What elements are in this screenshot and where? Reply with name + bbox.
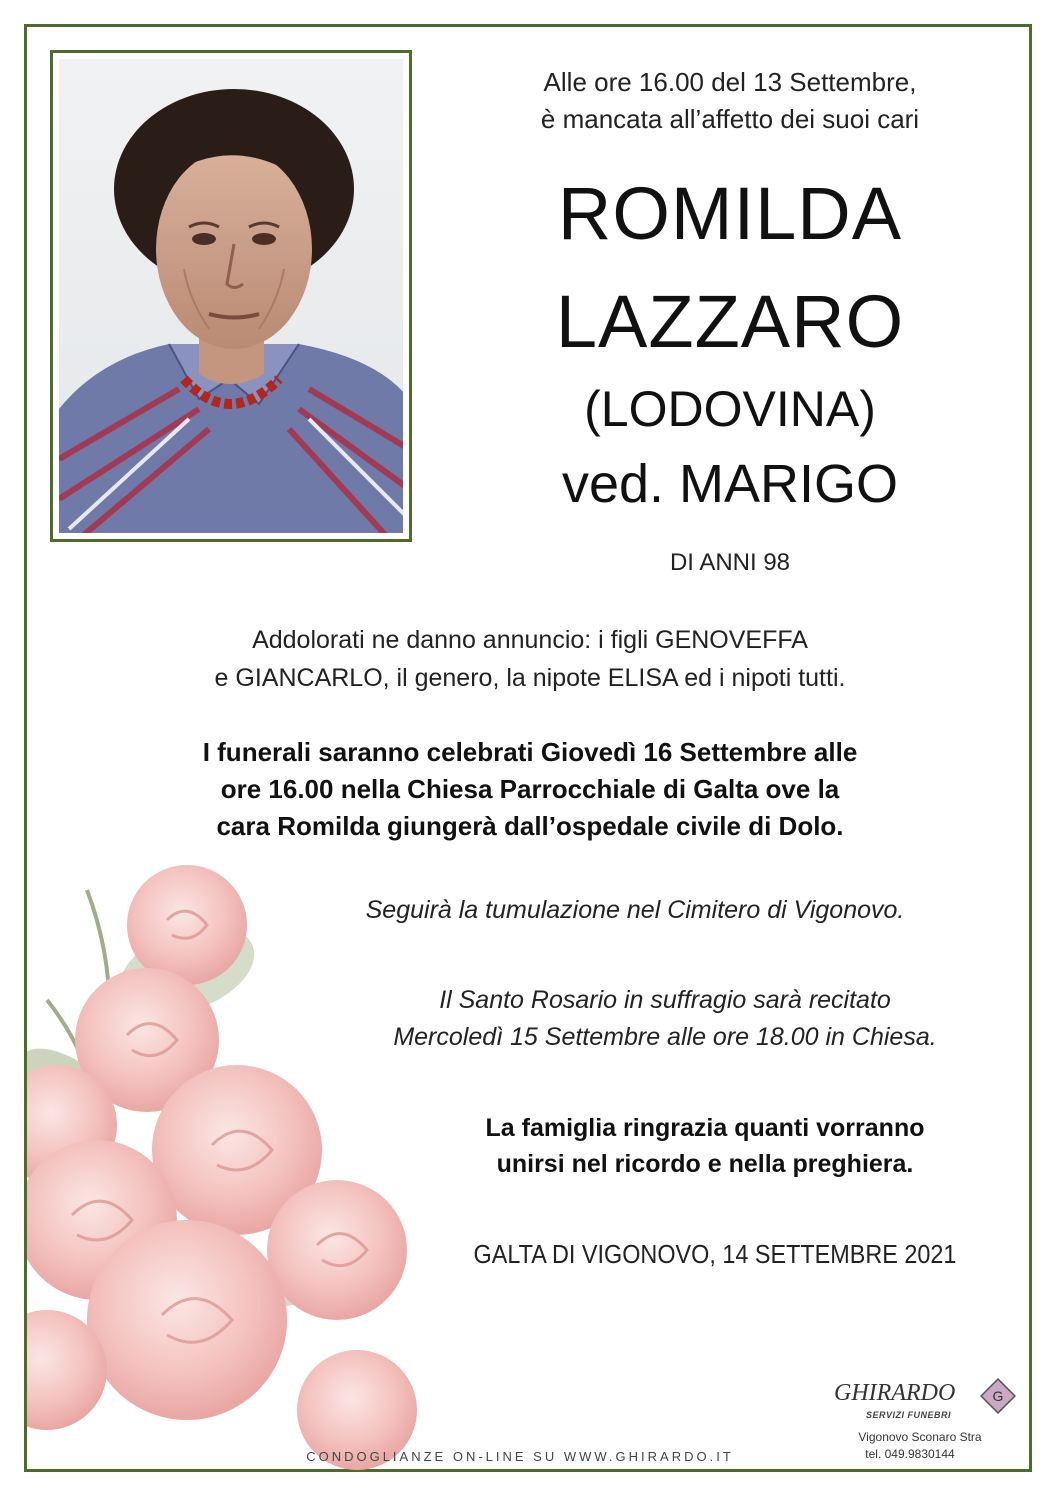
deceased-last-name: LAZZARO: [555, 280, 905, 363]
pink-roses-illustration: [27, 850, 427, 1470]
intro-line-1: Alle ore 16.00 del 13 Settembre,: [543, 67, 917, 97]
logo-locations: Vigonovo Sconaro Stra: [858, 1430, 982, 1444]
funeral-details: [110, 734, 950, 845]
diamond-logo-mark-icon: [980, 1378, 1016, 1414]
funeral-line-2: ore 16.00 nella Chiesa Parrocchiale di Galta ove la: [220, 774, 840, 804]
deceased-nickname: (LODOVINA): [584, 381, 876, 437]
deceased-first-name: ROMILDA: [557, 172, 903, 255]
rosary-info: [310, 982, 1020, 1056]
funeral-line-3: cara Romilda giungerà dall’ospedale civile di Dolo.: [216, 811, 844, 841]
announcement: [130, 621, 930, 697]
portrait-illustration: [59, 59, 403, 533]
intro-line-2: è mancata all’affetto dei suoi cari: [540, 104, 920, 134]
portrait-photo: [59, 59, 403, 533]
logo-phone: tel. 049.9830144: [865, 1447, 955, 1461]
thanks-line-2: unirsi nel ricordo e nella preghiera.: [496, 1150, 914, 1178]
logo-mark-letter: G: [992, 1388, 1004, 1404]
burial-info: Seguirà la tumulazione nel Cimitero di Vigonovo.: [365, 896, 905, 924]
announcement-line-1: Addolorati ne danno annuncio: i figli GENOVEFFA: [252, 626, 808, 654]
intro-text: [470, 64, 990, 138]
logo-subtitle: SERVIZI FUNEBRI: [866, 1410, 952, 1420]
rosary-line-2: Mercoledì 15 Settembre alle ore 18.00 in Chiesa.: [393, 1023, 937, 1051]
deceased-age: DI ANNI 98: [669, 549, 791, 576]
widow-of: ved. MARIGO: [561, 454, 899, 514]
logo-brand: GHIRARDO: [834, 1380, 956, 1406]
funeral-line-1: I funerali saranno celebrati Giovedì 16 Settembre alle: [202, 737, 858, 767]
rosary-line-1: Il Santo Rosario in suffragio sarà recitato: [439, 986, 891, 1014]
announcement-line-2: e GIANCARLO, il genero, la nipote ELISA ed i nipoti tutti.: [214, 664, 846, 692]
family-thanks: [430, 1110, 980, 1182]
place-and-date: GALTA DI VIGONOVO, 14 SETTEMBRE 2021: [473, 1239, 957, 1269]
condolences-link: CONDOGLIANZE ON-LINE SU WWW.GHIRARDO.IT: [306, 1449, 734, 1464]
portrait-photo-frame: [50, 50, 412, 542]
thanks-line-1: La famiglia ringrazia quanti vorranno: [485, 1114, 925, 1142]
funeral-home-logo: [830, 1372, 1030, 1468]
